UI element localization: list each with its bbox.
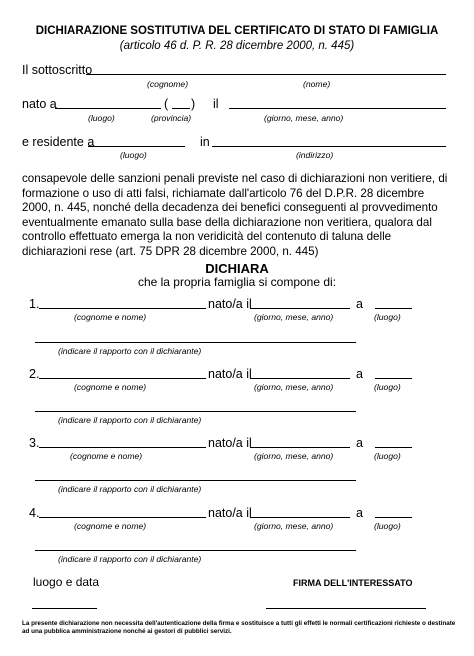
birth-date-hint: (giorno, mese, anno) <box>264 113 344 123</box>
member-birth-date-field[interactable] <box>250 517 350 518</box>
province-paren-open: ( <box>164 97 169 111</box>
member-relation-field[interactable] <box>35 342 356 343</box>
place-date-label: luogo e data <box>33 575 100 589</box>
member-place-hint: (luogo) <box>374 312 401 322</box>
member-number: 3. <box>29 436 40 450</box>
member-birth-date-field[interactable] <box>250 308 350 309</box>
member-date-hint: (giorno, mese, anno) <box>254 312 334 322</box>
member-birth-place-field[interactable] <box>375 517 412 518</box>
undersigned-label: Il sottoscritto <box>22 63 93 77</box>
name-hint: (nome) <box>303 79 331 89</box>
member-birth-place-field[interactable] <box>375 308 412 309</box>
member-birth-date-field[interactable] <box>250 378 350 379</box>
address-label: in <box>200 135 210 149</box>
birth-place-field[interactable] <box>55 108 161 109</box>
declaration-paragraph: consapevole delle sanzioni penali previste nel caso di dichiarazioni non veritiere, di formazione o uso di atti falsi, richiamate dall'articolo 76 del D.P.R. 28 dicembre 2000, n. 445, nonché della decadenza dei benefici conseguenti al provvedimento eventualmente emanato sulla base della dichiarazione non veritiera, qualora dal controllo effettuato emerga la non veridicità del contenuto di taluna delle dichiarazioni rese (art. 75 DPR 28 dicembre 2000, n. 445) <box>22 172 448 258</box>
member-birth-place-field[interactable] <box>375 378 412 379</box>
address-hint: (indirizzo) <box>296 150 334 160</box>
member-place-label: a <box>356 436 363 450</box>
birth-province-field[interactable] <box>172 108 190 109</box>
member-place-label: a <box>356 506 363 520</box>
place-date-field[interactable] <box>32 608 97 609</box>
undersigned-name-field[interactable] <box>86 74 446 75</box>
born-label: nato a <box>22 97 57 111</box>
province-hint: (provincia) <box>151 113 192 123</box>
member-relation-hint: (indicare il rapporto con il dichiarante) <box>58 484 202 494</box>
residence-place-field[interactable] <box>88 146 185 147</box>
residence-address-field[interactable] <box>212 146 446 147</box>
signature-field[interactable] <box>266 608 426 609</box>
member-name-hint: (cognome e nome) <box>74 382 147 392</box>
member-relation-hint: (indicare il rapporto con il dichiarante) <box>58 554 202 564</box>
member-birth-place-field[interactable] <box>375 447 412 448</box>
member-number: 1. <box>29 297 40 311</box>
document-subtitle: (articolo 46 d. P. R. 28 dicembre 2000, n. 445) <box>119 40 355 52</box>
member-name-field[interactable] <box>39 517 206 518</box>
member-place-hint: (luogo) <box>374 451 401 461</box>
declares-heading: DICHIARA <box>205 261 269 276</box>
member-place-hint: (luogo) <box>374 521 401 531</box>
member-name-hint: (cognome e nome) <box>74 312 147 322</box>
member-born-label: nato/a il <box>208 297 252 311</box>
declares-subheading: che la propria famiglia si compone di: <box>137 275 337 289</box>
member-number: 2. <box>29 367 40 381</box>
resident-label: e residente a <box>22 135 95 149</box>
member-relation-hint: (indicare il rapporto con il dichiarante) <box>58 415 202 425</box>
member-born-label: nato/a il <box>208 436 252 450</box>
member-number: 4. <box>29 506 40 520</box>
member-birth-date-field[interactable] <box>250 447 350 448</box>
birth-place-hint: (luogo) <box>88 113 115 123</box>
member-date-hint: (giorno, mese, anno) <box>254 382 334 392</box>
member-relation-field[interactable] <box>35 550 356 551</box>
member-born-label: nato/a il <box>208 367 252 381</box>
member-place-hint: (luogo) <box>374 382 401 392</box>
residence-place-hint: (luogo) <box>120 150 147 160</box>
member-relation-field[interactable] <box>35 480 356 481</box>
birth-date-field[interactable] <box>229 108 446 109</box>
member-place-label: a <box>356 367 363 381</box>
member-name-field[interactable] <box>39 378 206 379</box>
member-name-hint: (cognome e nome) <box>74 521 147 531</box>
birth-date-label: il <box>213 97 219 111</box>
member-name-field[interactable] <box>39 447 206 448</box>
signature-label: FIRMA DELL'INTERESSATO <box>293 578 413 588</box>
province-paren-close: ) <box>191 97 196 111</box>
member-born-label: nato/a il <box>208 506 252 520</box>
member-relation-hint: (indicare il rapporto con il dichiarante) <box>58 346 202 356</box>
member-date-hint: (giorno, mese, anno) <box>254 451 334 461</box>
member-name-field[interactable] <box>39 308 206 309</box>
legal-note: La presente dichiarazione non necessita dell'autenticazione della firma e sostituisce a tutti gli effetti le normali certificazioni richieste o destinate ad una pubblica amministrazione nonché ai gestori di pubblici servizi. <box>22 620 456 636</box>
document-title: DICHIARAZIONE SOSTITUTIVA DEL CERTIFICATO DI STATO DI FAMIGLIA <box>35 25 439 37</box>
member-relation-field[interactable] <box>35 411 356 412</box>
member-date-hint: (giorno, mese, anno) <box>254 521 334 531</box>
member-place-label: a <box>356 297 363 311</box>
member-name-hint: (cognome e nome) <box>70 451 143 461</box>
surname-hint: (cognome) <box>147 79 189 89</box>
